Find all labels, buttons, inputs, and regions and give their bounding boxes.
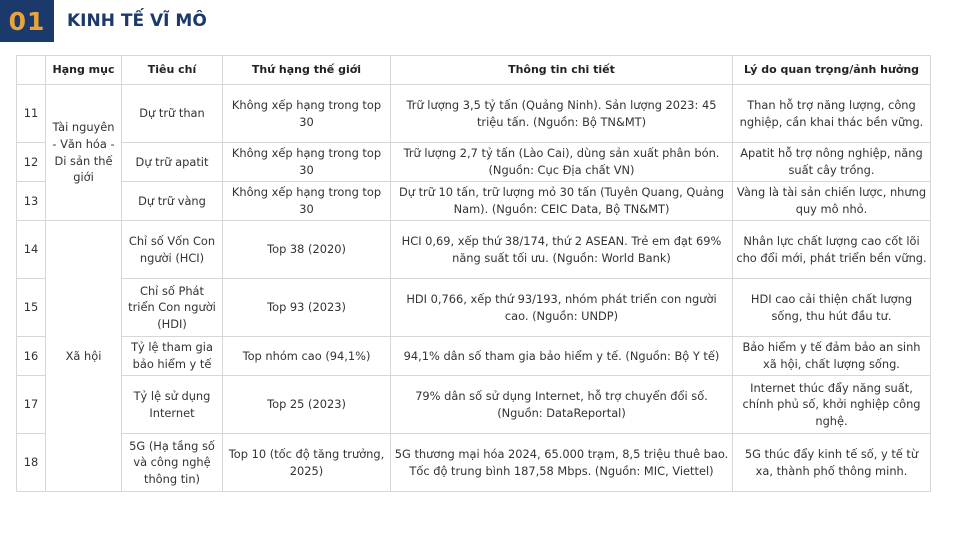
section-title: KINH TẾ VĨ MÔ: [67, 11, 207, 31]
row-number: 14: [17, 221, 46, 279]
detail-cell: HCI 0,69, xếp thứ 38/174, thứ 2 ASEAN. Trẻ em đạt 69% năng suất tối ưu. (Nguồn: World Bank): [391, 221, 733, 279]
column-header-index: [17, 56, 46, 85]
criterion-cell: Dự trữ than: [122, 85, 223, 143]
table-row: [17, 434, 931, 492]
world-rank-cell: Không xếp hạng trong top 30: [223, 182, 391, 221]
column-header-world-rank: Thứ hạng thế giới: [223, 56, 391, 85]
row-number: 17: [17, 376, 46, 434]
column-header-details: Thông tin chi tiết: [391, 56, 733, 85]
world-rank-cell: Top nhóm cao (94,1%): [223, 337, 391, 376]
reason-cell: Vàng là tài sản chiến lược, nhưng quy mô nhỏ.: [733, 182, 931, 221]
section-number-badge: 01: [0, 0, 54, 42]
detail-cell: 5G thương mại hóa 2024, 65.000 trạm, 8,5 triệu thuê bao. Tốc độ trung bình 187,58 Mbps. (Nguồn: MIC, Viettel): [391, 434, 733, 492]
criterion-cell: 5G (Hạ tầng số và công nghệ thông tin): [122, 434, 223, 492]
reason-cell: HDI cao cải thiện chất lượng sống, thu hút đầu tư.: [733, 279, 931, 337]
reason-cell: 5G thúc đẩy kinh tế số, y tế từ xa, thành phố thông minh.: [733, 434, 931, 492]
reason-cell: Bảo hiểm y tế đảm bảo an sinh xã hội, chất lượng sống.: [733, 337, 931, 376]
reason-cell: Nhân lực chất lượng cao cốt lõi cho đổi mới, phát triển bền vững.: [733, 221, 931, 279]
detail-cell: HDI 0,766, xếp thứ 93/193, nhóm phát triển con người cao. (Nguồn: UNDP): [391, 279, 733, 337]
column-header-criterion: Tiêu chí: [122, 56, 223, 85]
detail-cell: 79% dân số sử dụng Internet, hỗ trợ chuyển đổi số. (Nguồn: DataReportal): [391, 376, 733, 434]
table-row: [17, 337, 931, 376]
world-rank-cell: Top 38 (2020): [223, 221, 391, 279]
row-number: 18: [17, 434, 46, 492]
table-row: [17, 143, 931, 182]
world-rank-cell: Top 93 (2023): [223, 279, 391, 337]
row-number: 16: [17, 337, 46, 376]
category-cell: Xã hội: [46, 221, 122, 492]
table-row: [17, 85, 931, 143]
table-row: [17, 221, 931, 279]
criterion-cell: Tỷ lệ tham gia bảo hiểm y tế: [122, 337, 223, 376]
world-rank-cell: Không xếp hạng trong top 30: [223, 143, 391, 182]
category-cell: Tài nguyên - Văn hóa - Di sản thế giới: [46, 85, 122, 221]
reason-cell: Internet thúc đẩy năng suất, chính phủ số, khởi nghiệp công nghệ.: [733, 376, 931, 434]
reason-cell: Than hỗ trợ năng lượng, công nghiệp, cần khai thác bền vững.: [733, 85, 931, 143]
detail-cell: 94,1% dân số tham gia bảo hiểm y tế. (Nguồn: Bộ Y tế): [391, 337, 733, 376]
section-header: [0, 0, 207, 42]
criterion-cell: Chỉ số Vốn Con người (HCI): [122, 221, 223, 279]
detail-cell: Dự trữ 10 tấn, trữ lượng mỏ 30 tấn (Tuyên Quang, Quảng Nam). (Nguồn: CEIC Data, Bộ TN&MT): [391, 182, 733, 221]
criterion-cell: Chỉ số Phát triển Con người (HDI): [122, 279, 223, 337]
reason-cell: Apatit hỗ trợ nông nghiệp, năng suất cây trồng.: [733, 143, 931, 182]
row-number: 11: [17, 85, 46, 143]
criterion-cell: Dự trữ apatit: [122, 143, 223, 182]
table-row: [17, 182, 931, 221]
detail-cell: Trữ lượng 2,7 tỷ tấn (Lào Cai), dùng sản xuất phân bón. (Nguồn: Cục Địa chất VN): [391, 143, 733, 182]
row-number: 13: [17, 182, 46, 221]
column-header-category: Hạng mục: [46, 56, 122, 85]
macro-indicators-table: [16, 55, 931, 492]
row-number: 15: [17, 279, 46, 337]
world-rank-cell: Top 10 (tốc độ tăng trưởng, 2025): [223, 434, 391, 492]
world-rank-cell: Top 25 (2023): [223, 376, 391, 434]
table-row: [17, 376, 931, 434]
world-rank-cell: Không xếp hạng trong top 30: [223, 85, 391, 143]
table-header-row: [17, 56, 931, 85]
table-row: [17, 279, 931, 337]
detail-cell: Trữ lượng 3,5 tỷ tấn (Quảng Ninh). Sản lượng 2023: 45 triệu tấn. (Nguồn: Bộ TN&MT): [391, 85, 733, 143]
criterion-cell: Tỷ lệ sử dụng Internet: [122, 376, 223, 434]
column-header-reason: Lý do quan trọng/ảnh hưởng: [733, 56, 931, 85]
row-number: 12: [17, 143, 46, 182]
criterion-cell: Dự trữ vàng: [122, 182, 223, 221]
